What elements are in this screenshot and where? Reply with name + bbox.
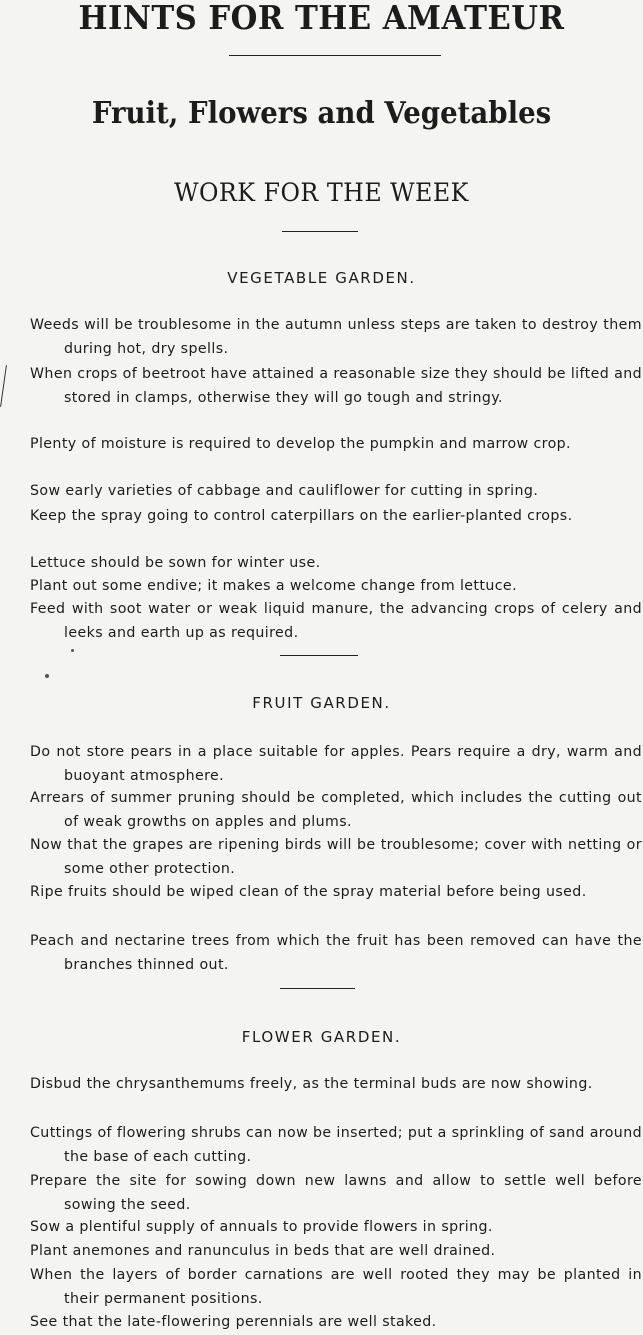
scan-mark (0, 365, 7, 407)
section-heading-flower: FLOWER GARDEN. (241, 1028, 402, 1046)
hint-item: Do not store pears in a place suitable for apples. Pears require a dry, warm and buoyant atmosphere. (30, 744, 642, 784)
hint-item: When the layers of border carnations are well rooted they may be planted in their permanent positions. (30, 1267, 642, 1307)
title-rule (229, 55, 441, 56)
hint-item: Arrears of summer pruning should be completed, which includes the cutting out of weak growths on apples and plums. (30, 790, 642, 830)
scan-speck (45, 674, 49, 678)
hint-item: Keep the spray going to control caterpillars on the earlier-planted crops. (30, 508, 573, 524)
page-title: HINTS FOR THE AMATEUR (78, 0, 565, 37)
kicker-rule (282, 231, 358, 232)
hint-item: Plenty of moisture is required to develop the pumpkin and marrow crop. (30, 436, 571, 452)
section-rule (280, 988, 355, 989)
hint-item: Prepare the site for sowing down new lawns and allow to settle well before sowing the seed. (30, 1173, 642, 1213)
hint-item: Lettuce should be sown for winter use. (30, 555, 321, 571)
hint-item: Feed with soot water or weak liquid manure, the advancing crops of celery and leeks and earth up as required. (30, 601, 642, 641)
hint-item: See that the late-flowering perennials are well staked. (30, 1314, 437, 1330)
hint-item: Sow a plentiful supply of annuals to provide flowers in spring. (30, 1219, 493, 1235)
scan-speck (71, 649, 74, 652)
hint-item: Peach and nectarine trees from which the fruit has been removed can have the branches thinned out. (30, 933, 642, 973)
hint-item: Cuttings of flowering shrubs can now be inserted; put a sprinkling of sand around the base of each cutting. (30, 1125, 643, 1165)
hint-item: When crops of beetroot have attained a reasonable size they should be lifted and stored in clamps, otherwise they will go tough and stringy. (30, 366, 642, 406)
hint-item: Weeds will be troublesome in the autumn unless steps are taken to destroy them during hot, dry spells. (30, 317, 642, 357)
hint-item: Ripe fruits should be wiped clean of the spray material before being used. (30, 884, 587, 900)
hint-item: Plant anemones and ranunculus in beds that are well drained. (30, 1243, 496, 1259)
hint-item: Plant out some endive; it makes a welcome change from lettuce. (30, 578, 517, 594)
page-kicker: WORK FOR THE WEEK (174, 178, 469, 207)
hint-item: Sow early varieties of cabbage and cauliflower for cutting in spring. (30, 483, 539, 499)
hint-item: Disbud the chrysanthemums freely, as the terminal buds are now showing. (30, 1076, 593, 1092)
hint-item: Now that the grapes are ripening birds will be troublesome; cover with netting or some other protection. (30, 837, 642, 877)
section-heading-vegetable: VEGETABLE GARDEN. (227, 269, 416, 287)
section-rule (280, 655, 358, 656)
section-heading-fruit: FRUIT GARDEN. (252, 694, 391, 712)
page-subtitle: Fruit, Flowers and Vegetables (91, 96, 552, 131)
